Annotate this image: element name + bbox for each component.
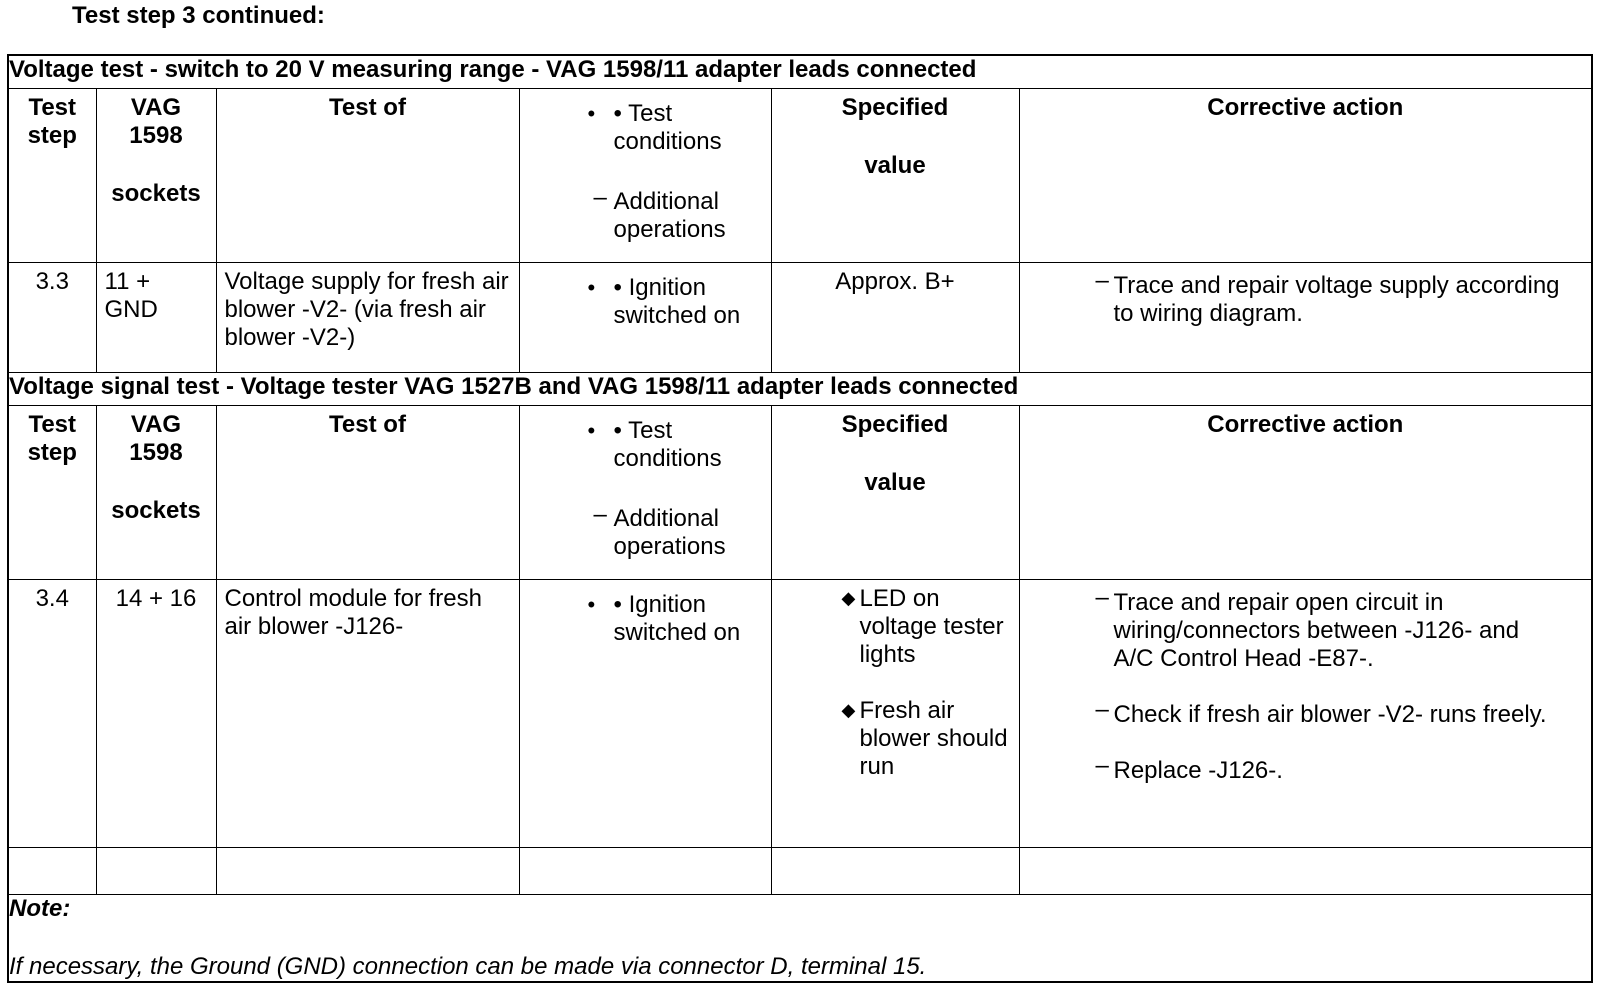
sockets-cell: 11 + GND (96, 263, 216, 373)
header-corrective: Corrective action (1019, 89, 1592, 263)
diamond-icon: ◆ (841, 588, 856, 608)
header-sockets: VAG 1598 sockets (96, 89, 216, 263)
page-heading: Test step 3 continued: (72, 2, 325, 29)
header-sockets: VAG 1598 sockets (96, 406, 216, 580)
section-title-row (8, 55, 1592, 89)
diamond-icon: ◆ (841, 700, 856, 720)
corrective-cell: – Trace and repair voltage supply according to wiring diagram. (1019, 263, 1592, 373)
dash-icon: – (1095, 696, 1109, 723)
header-specified: Specified value (771, 89, 1019, 263)
dash-icon: – (593, 184, 607, 211)
bullet-icon: • (587, 101, 596, 126)
dash-icon: – (1095, 584, 1109, 611)
note-row (8, 895, 1592, 983)
section-title-row (8, 373, 1592, 406)
header-specified: Specified value (771, 406, 1019, 580)
condition-cell: • • Ignition switched on (519, 580, 771, 848)
dash-icon: – (1095, 752, 1109, 779)
table-row (8, 580, 1592, 848)
header-test-step: Test step (8, 89, 96, 263)
empty-cell (519, 848, 771, 895)
header-conditions: • • Test conditions – Additional operations (519, 406, 771, 580)
specified-cell: Approx. B+ (771, 263, 1019, 373)
note-title: Note: (9, 895, 71, 922)
header-corrective: Corrective action (1019, 406, 1592, 580)
dash-icon: – (593, 501, 607, 528)
step-cell: 3.3 (8, 263, 96, 373)
section-title: Voltage signal test - Voltage tester VAG 1527B and VAG 1598/11 adapter leads connected (8, 373, 1592, 406)
table-row (8, 263, 1592, 373)
empty-cell (771, 848, 1019, 895)
bullet-icon: • (587, 418, 596, 443)
corrective-cell: – Trace and repair open circuit in wiring/connectors between -J126- and A/C Control Head -E87-. – Check if fresh air blower -V2- runs freely. – Replace -J126-. (1019, 580, 1592, 848)
header-test-step: Test step (8, 406, 96, 580)
note-text: If necessary, the Ground (GND) connection can be made via connector D, terminal 15. (9, 953, 927, 980)
test-of-cell: Voltage supply for fresh air blower -V2- (via fresh air blower -V2-) (216, 263, 519, 373)
header-conditions: • • Test conditions – Additional operations (519, 89, 771, 263)
dash-icon: – (1095, 267, 1109, 294)
specified-cell: ◆ LED on voltage tester lights ◆ Fresh air blower should run (771, 580, 1019, 848)
empty-row (8, 848, 1592, 895)
empty-cell (8, 848, 96, 895)
empty-cell (96, 848, 216, 895)
step-cell: 3.4 (8, 580, 96, 848)
sockets-cell: 14 + 16 (96, 580, 216, 848)
test-of-cell: Control module for fresh air blower -J126- (216, 580, 519, 848)
header-test-of: Test of (216, 89, 519, 263)
header-row (8, 406, 1592, 580)
header-row (8, 89, 1592, 263)
empty-cell (1019, 848, 1592, 895)
header-test-of: Test of (216, 406, 519, 580)
section-title: Voltage test - switch to 20 V measuring range - VAG 1598/11 adapter leads connected (8, 55, 1592, 89)
bullet-icon: • (587, 275, 596, 300)
test-table (7, 54, 1593, 983)
condition-cell: • • Ignition switched on (519, 263, 771, 373)
empty-cell (216, 848, 519, 895)
bullet-icon: • (587, 592, 596, 617)
note-cell (8, 895, 1592, 983)
